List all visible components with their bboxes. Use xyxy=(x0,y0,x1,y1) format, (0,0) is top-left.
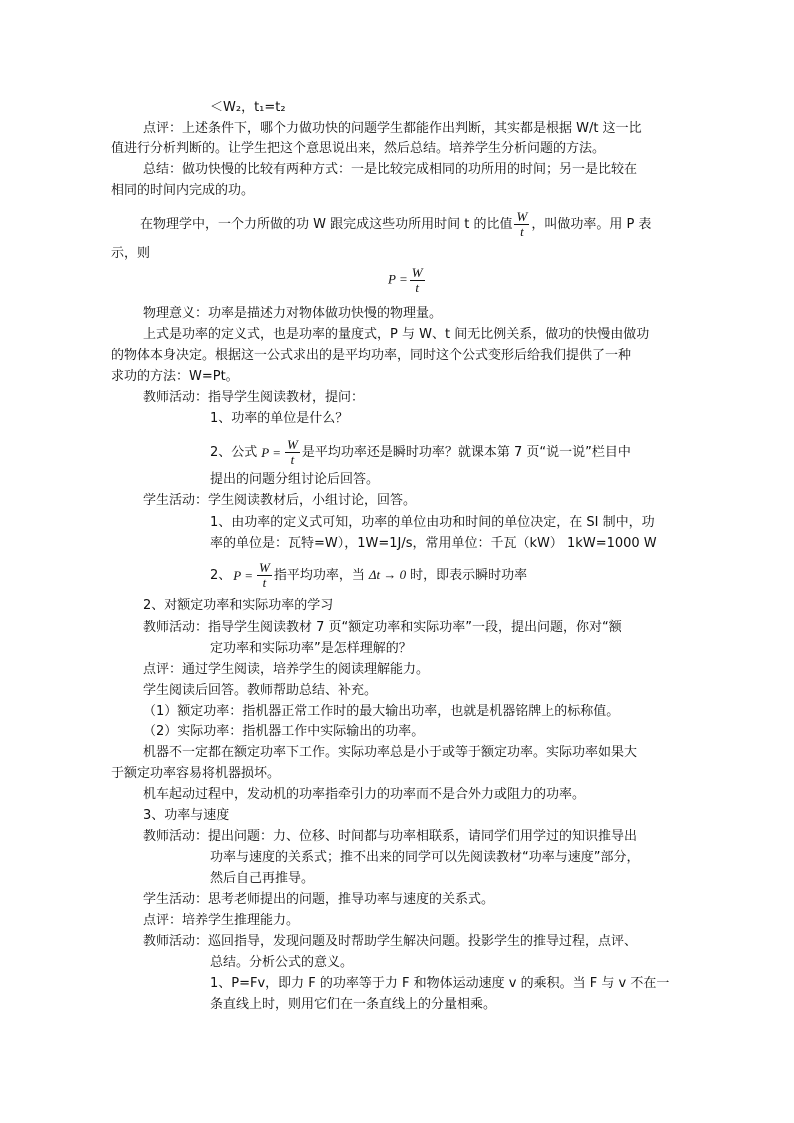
formula-lhs: P = xyxy=(388,271,408,287)
text-line: 学生活动：思考老师提出的问题，推导功率与速度的关系式。 xyxy=(143,892,495,907)
fraction-w-over-t xyxy=(410,266,425,295)
text-line: 教师活动：巡回指导，发现问题及时帮助学生解决问题。投影学生的推导过程，点评、 xyxy=(143,934,638,949)
fraction-denominator: t xyxy=(415,280,419,295)
text-line: 1、功率的单位是什么？ xyxy=(210,411,349,426)
text-line: 功率与速度的关系式；推不出来的同学可以先阅读教材“功率与速度”部分， xyxy=(210,850,640,865)
text-line: 教师活动：指导学生阅读教材 7 页“额定功率和实际功率”一段，提出问题，你对“额 xyxy=(143,620,622,635)
text-line: 点评：上述条件下，哪个力做功快的问题学生都能作出判断，其实都是根据 W/t 这一比 xyxy=(143,121,642,136)
text-segment: 2、公式 xyxy=(210,445,258,460)
text-line: （2）实际功率：指机器工作中实际输出的功率。 xyxy=(143,724,425,739)
text-line: 点评：通过学生阅读，培养学生的阅读理解能力。 xyxy=(143,662,430,677)
text-line: 示，则 xyxy=(111,246,151,261)
text-line: 机器不一定都在额定功率下工作。实际功率总是小于或等于额定功率。实际功率如果大 xyxy=(143,745,638,760)
fraction-w-over-t xyxy=(257,561,272,590)
text-line: 点评：培养学生推理能力。 xyxy=(143,913,300,928)
text-line: 然后自己再推导。 xyxy=(210,871,315,886)
text-segment: 2、 xyxy=(210,568,232,583)
text-segment: 指平均功率，当 xyxy=(273,568,365,583)
fraction-denominator: t xyxy=(520,224,524,239)
text-line: 相同的时间内完成的功。 xyxy=(111,183,255,198)
text-line: 学生阅读后回答。教师帮助总结、补充。 xyxy=(143,683,378,698)
text-segment: ，叫做功率。用 P 表 xyxy=(531,217,652,232)
fraction-w-over-t xyxy=(285,438,300,467)
fraction-denominator: t xyxy=(290,452,295,467)
section-heading: 2、对额定功率和实际功率的学习 xyxy=(143,598,334,613)
formula-inline xyxy=(261,446,281,460)
text-line: 于额定功率容易将机器损坏。 xyxy=(111,766,281,781)
text-line: 上式是功率的定义式，也是功率的量度式，P 与 W、t 间无比例关系，做功的快慢由做功 xyxy=(143,327,650,342)
text-segment: 是平均功率还是瞬时功率？就课本第 7 页“说一说”栏目中 xyxy=(301,445,631,460)
text-line: 教师活动：提出问题：力、位移、时间都与功率相联系，请同学们用学过的知识推导出 xyxy=(143,829,638,844)
text-line: 机车起动过程中，发动机的功率指牵引力的功率而不是合外力或阻力的功率。 xyxy=(143,787,586,802)
fraction-numerator: W xyxy=(516,209,528,224)
fraction-numerator: W xyxy=(411,265,423,280)
delta-t-limit: Δt → 0 xyxy=(368,567,407,582)
text-line: 提出的问题分组讨论后回答。 xyxy=(210,472,380,487)
fraction-denominator: t xyxy=(262,575,267,590)
text-line: 值进行分析判断的。让学生把这个意思说出来，然后总结。培养学生分析问题的方法。 xyxy=(111,141,606,156)
text-segment: 在物理学中，一个力所做的功 W 跟完成这些功所用时间 t 的比值 xyxy=(140,217,513,232)
text-line: 1、P=Fv，即力 F 的功率等于力 F 和物体运动速度 v 的乘积。当 F 与 v 不在一 xyxy=(210,976,670,991)
fraction-w-over-t xyxy=(514,210,529,239)
text-line: 教师活动：指导学生阅读教材，提问： xyxy=(143,390,365,405)
text-line: 总结：做功快慢的比较有两种方式：一是比较完成相同的功所用的时间；另一是比较在 xyxy=(143,162,638,177)
text-line: 的物体本身决定。根据这一公式求出的是平均功率，同时这个公式变形后给我们提供了一种 xyxy=(111,348,632,363)
text-line: 总结。分析公式的意义。 xyxy=(210,955,354,970)
formula-lhs: P = xyxy=(233,567,254,583)
text-segment: 时，即表示瞬时功率 xyxy=(410,568,528,583)
text-line-with-fraction xyxy=(210,561,527,590)
text-line: 物理意义：功率是描述力对物体做功快慢的物理量。 xyxy=(143,306,443,321)
text-line: （1）额定功率：指机器正常工作时的最大输出功率，也就是机器铭牌上的标称值。 xyxy=(143,704,620,719)
fraction-numerator: W xyxy=(287,437,298,452)
formula-lhs: P = xyxy=(261,444,282,460)
text-line: ＜W₂，t₁=t₂ xyxy=(210,100,286,115)
formula-inline xyxy=(233,569,253,583)
text-line: 率的单位是：瓦特=W），1W=1J/s，常用单位：千瓦（kW） 1kW=1000 W xyxy=(210,536,657,551)
text-line: 学生活动：学生阅读教材后，小组讨论，回答。 xyxy=(143,493,417,508)
fraction-numerator: W xyxy=(259,560,270,575)
text-line-with-fraction xyxy=(140,210,651,239)
text-line: 求功的方法：W=Pt。 xyxy=(111,369,239,384)
power-formula xyxy=(388,266,427,295)
text-line-with-fraction xyxy=(210,438,631,467)
text-line: 条直线上时，则用它们在一条直线上的分量相乘。 xyxy=(210,997,497,1012)
text-line: 定功率和实际功率”是怎样理解的？ xyxy=(210,641,412,656)
section-heading: 3、功率与速度 xyxy=(143,808,230,823)
text-line: 1、由功率的定义式可知，功率的单位由功和时间的单位决定，在 SI 制中，功 xyxy=(210,515,655,530)
